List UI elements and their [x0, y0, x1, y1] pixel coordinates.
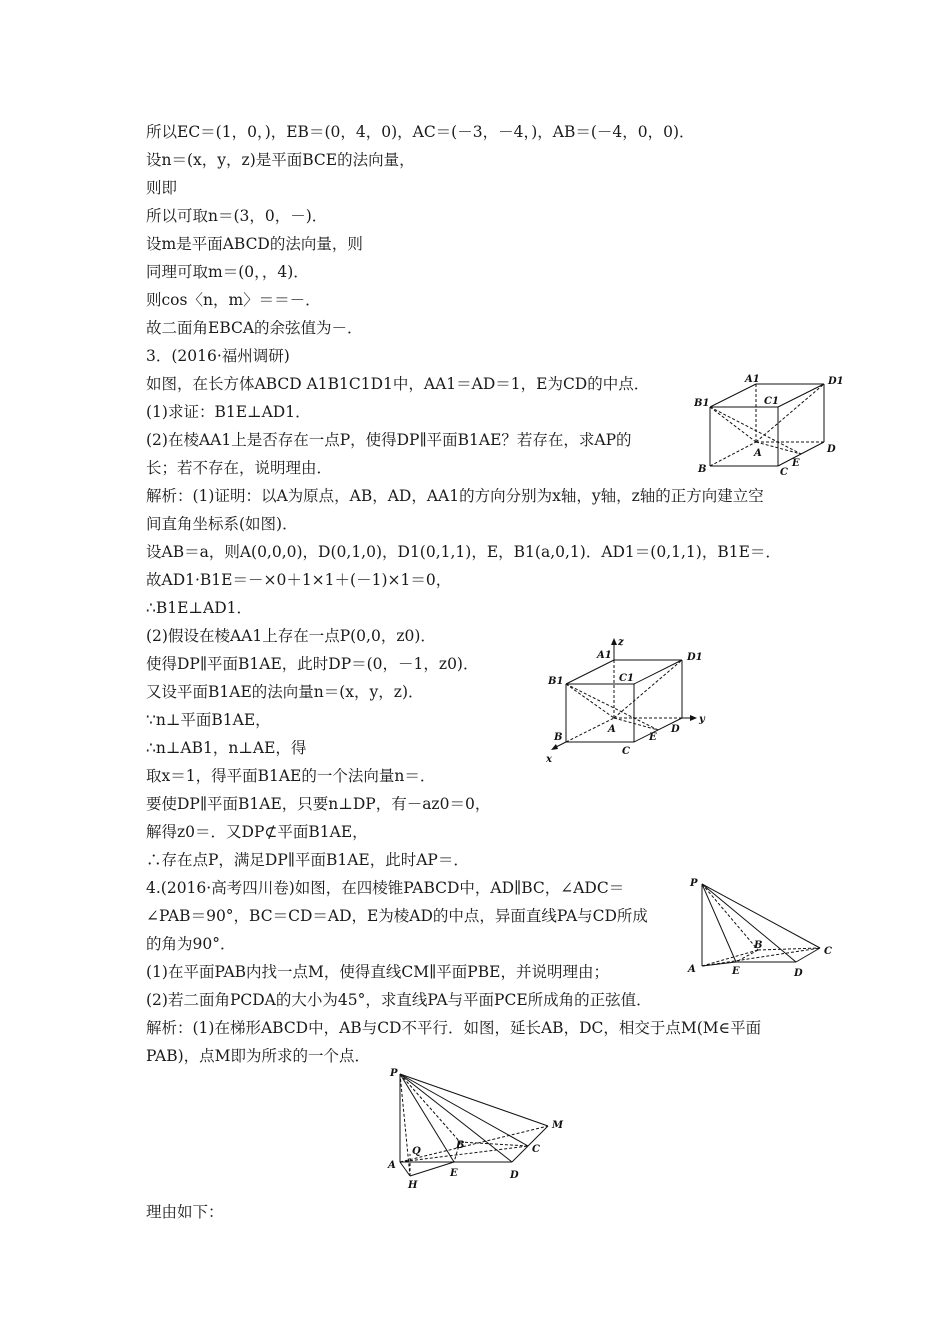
- text-line: 的角为90°．: [146, 935, 236, 953]
- point-label: C: [622, 746, 630, 757]
- point-label: M: [552, 1120, 564, 1131]
- text-line: 取x＝1，得平面B1AE的一个法向量n＝．: [146, 767, 436, 785]
- point-label: D: [510, 1170, 519, 1181]
- point-label: C1: [764, 396, 779, 407]
- problem-number: 3．(2016·福州调研): [146, 347, 290, 365]
- text-line: 所以可取n＝(3，0，－)．: [146, 207, 328, 225]
- point-label: H: [408, 1180, 418, 1191]
- point-label: B: [754, 940, 763, 951]
- text-line: 长；若不存在，说明理由．: [146, 459, 333, 477]
- point-label: A1: [745, 374, 760, 385]
- problem-number: 4.(2016·高考四川卷)如图，在四棱锥PABCD中，AD∥BC，∠ADC＝: [146, 879, 625, 897]
- text-line: 故AD1·B1E＝－×0＋1×1＋(－1)×1＝0，: [146, 571, 452, 589]
- text-line: ∴存在点P，满足DP∥平面B1AE，此时AP＝．: [146, 851, 469, 869]
- text-line: 解析：(1)在梯形ABCD中，AB与CD不平行．如图，延长AB，DC，相交于点M(M∈平面: [146, 1019, 762, 1037]
- text-line: PAB)，点M即为所求的一个点．: [146, 1047, 371, 1065]
- text-line: (2)若二面角PCDA的大小为45°，求直线PA与平面PCE所成角的正弦值．: [146, 991, 652, 1009]
- point-label: A1: [597, 650, 612, 661]
- text-line: ∠PAB＝90°，BC＝CD＝AD，E为棱AD的中点，异面直线PA与CD所成: [146, 907, 648, 925]
- text-line: (2)在棱AA1上是否存在一点P，使得DP∥平面B1AE？若存在，求AP的: [146, 431, 632, 449]
- axis-label: z: [618, 637, 624, 648]
- point-label: E: [792, 458, 800, 469]
- point-label: P: [690, 878, 698, 889]
- point-label: Q: [412, 1146, 421, 1157]
- text-line: 所以EC＝(1，0，)，EB＝(0，4，0)，AC＝(－3，－4，)，AB＝(－4，0，0)．: [146, 123, 695, 141]
- text-line: 设n＝(x，y，z)是平面BCE的法向量，: [146, 151, 415, 169]
- cuboid-axes-figure: [542, 636, 717, 776]
- point-label: P: [390, 1068, 398, 1079]
- point-label: D: [671, 724, 680, 735]
- text-line: (1)在平面PAB内找一点M，使得直线CM∥平面PBE，并说明理由；: [146, 963, 609, 981]
- text-line: 设AB＝a，则A(0,0,0)，D(0,1,0)，D1(0,1,1)，E，B1(a,0,1)．AD1＝(0,1,1)，B1E＝．: [146, 543, 781, 561]
- point-label: D1: [687, 652, 703, 663]
- point-label: A: [388, 1160, 396, 1171]
- text-line: 设m是平面ABCD的法向量，则: [146, 235, 363, 253]
- point-label: C1: [619, 673, 634, 684]
- text-line: 解析：(1)证明：以A为原点，AB，AD，AA1的方向分别为x轴，y轴，z轴的正方向建立空: [146, 487, 764, 505]
- text-line: 又设平面B1AE的法向量n＝(x，y，z)．: [146, 683, 424, 701]
- text-line: ∵n⊥平面B1AE，: [146, 711, 271, 729]
- point-label: E: [732, 966, 740, 977]
- point-label: C: [780, 467, 788, 476]
- text-line: 则即: [146, 179, 178, 197]
- point-label: A: [754, 448, 762, 459]
- point-label: B1: [548, 676, 564, 687]
- point-label: C: [532, 1144, 540, 1155]
- text-line: 理由如下：: [146, 1203, 224, 1221]
- point-label: A: [608, 724, 616, 735]
- text-line: ∴B1E⊥AD1．: [146, 599, 252, 617]
- point-label: E: [450, 1168, 458, 1179]
- text-line: 故二面角EBCA的余弦值为－．: [146, 319, 363, 337]
- point-label: B: [456, 1140, 465, 1151]
- text-line: 要使DP∥平面B1AE，只要n⊥DP，有－az0＝0，: [146, 795, 491, 813]
- point-label: B: [698, 464, 707, 475]
- axis-label: y: [699, 714, 705, 725]
- point-label: D: [794, 968, 803, 979]
- axis-label: x: [546, 754, 552, 765]
- text-line: (1)求证：B1E⊥AD1．: [146, 403, 311, 421]
- text-line: 间直角坐标系(如图)．: [146, 515, 298, 533]
- point-label: E: [649, 732, 657, 743]
- point-label: A: [688, 964, 696, 975]
- point-label: B: [554, 732, 563, 743]
- text-line: 则cos〈n，m〉＝＝－．: [146, 291, 321, 309]
- text-line: (2)假设在棱AA1上存在一点P(0,0，z0)．: [146, 627, 436, 645]
- point-label: C: [824, 946, 832, 957]
- text-line: 使得DP∥平面B1AE，此时DP＝(0，－1，z0)．: [146, 655, 479, 673]
- point-label: D1: [828, 376, 844, 387]
- point-label: B1: [694, 398, 710, 409]
- cuboid-figure: [694, 374, 844, 476]
- text-line: ∴n⊥AB1，n⊥AE，得: [146, 739, 307, 757]
- text-line: 解得z0＝．又DP⊄平面B1AE，: [146, 823, 368, 841]
- pyramid-extension-figure: [386, 1064, 576, 1192]
- text-line: 如图，在长方体ABCD A1B1C1D1中，AA1＝AD＝1，E为CD的中点．: [146, 375, 650, 393]
- point-label: D: [827, 444, 836, 455]
- pyramid-figure: [686, 876, 841, 980]
- text-line: 同理可取m＝(0，，4)．: [146, 263, 309, 281]
